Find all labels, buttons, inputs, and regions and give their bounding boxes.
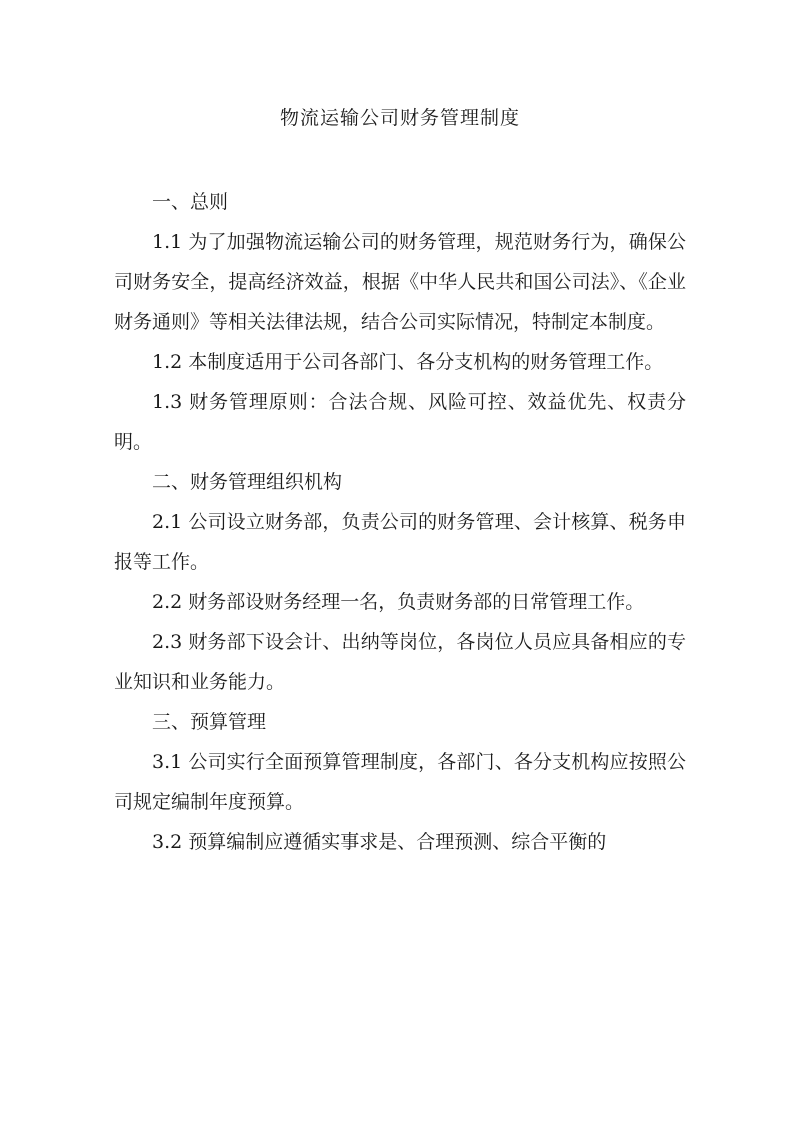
document-body xyxy=(114,182,686,862)
paragraph: 1.3 财务管理原则：合法合规、风险可控、效益优先、权责分明。 xyxy=(114,391,686,453)
document-title: 物流运输公司财务管理制度 xyxy=(279,107,520,129)
paragraph: 2.3 财务部下设会计、出纳等岗位，各岗位人员应具备相应的专业知识和业务能力。 xyxy=(114,631,686,693)
paragraph: 1.1 为了加强物流运输公司的财务管理，规范财务行为，确保公司财务安全，提高经济效益，根据《中华人民共和国公司法》、《企业财务通则》等相关法律法规，结合公司实际情况，特制定本制度。 xyxy=(114,231,686,333)
section-heading: 二、财务管理组织机构 xyxy=(152,471,343,493)
paragraph: 3.2 预算编制应遵循实事求是、合理预测、综合平衡的 xyxy=(152,831,607,853)
section-heading: 一、总则 xyxy=(152,191,229,213)
paragraph: 3.1 公司实行全面预算管理制度，各部门、各分支机构应按照公司规定编制年度预算。 xyxy=(114,751,686,813)
paragraph: 2.2 财务部设财务经理一名，负责财务部的日常管理工作。 xyxy=(152,591,645,613)
section-heading: 三、预算管理 xyxy=(152,711,267,733)
paragraph: 2.1 公司设立财务部，负责公司的财务管理、会计核算、税务申报等工作。 xyxy=(114,511,686,573)
paragraph: 1.2 本制度适用于公司各部门、各分支机构的财务管理工作。 xyxy=(152,351,664,373)
